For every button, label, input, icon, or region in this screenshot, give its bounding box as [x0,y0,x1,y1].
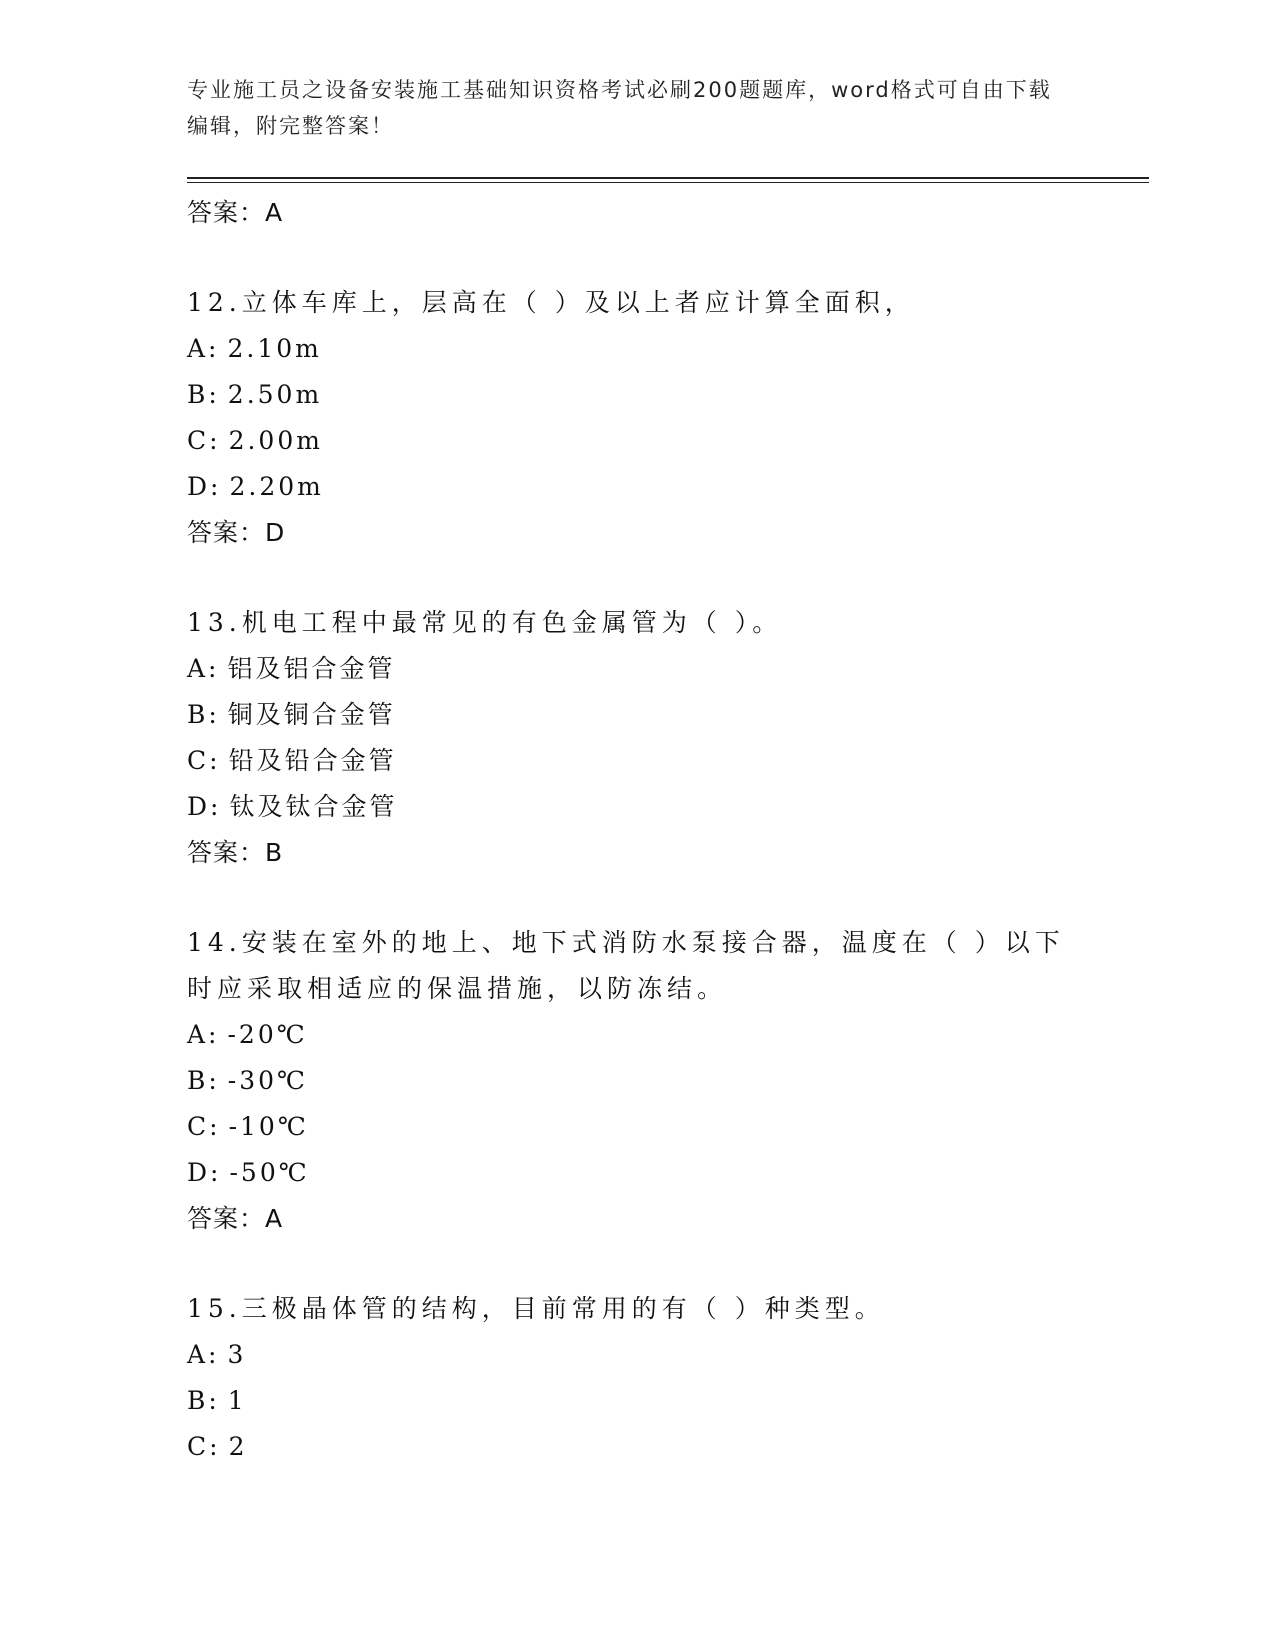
answer-label: 答案： [187,1204,266,1233]
option-label: B: [187,1386,220,1415]
question-block [187,1286,1087,1470]
answer-line [187,830,1087,876]
header-divider-thick [187,177,1149,179]
option-text: -10℃ [228,1112,309,1141]
question-block [187,280,1087,556]
option-line [187,1012,1087,1058]
question-list [187,190,1087,1470]
option-text: 2.10m [227,334,322,363]
answer-value: D [265,518,286,547]
question-block [187,920,1087,1242]
option-line [187,418,1087,464]
answer-line [187,190,1087,236]
question-text: 14.安装在室外的地上、地下式消防水泵接合器，温度在（ ）以下时应采取相适应的保温措施，以防冻结。 [187,928,1065,1003]
option-label: A: [187,334,220,363]
option-text: 铜及铜合金管 [227,700,396,729]
answer-line [187,1196,1087,1242]
option-line [187,692,1087,738]
answer-label: 答案： [187,518,266,547]
question-text: 12.立体车库上，层高在（ ）及以上者应计算全面积， [187,288,915,317]
option-line [187,1378,1087,1424]
option-line [187,646,1087,692]
option-label: B: [187,700,220,729]
document-header: 专业施工员之设备安装施工基础知识资格考试必刷200题题库，word格式可自由下载编辑，附完整答案！ [187,78,1052,138]
option-text: 铅及铅合金管 [228,746,397,775]
option-label: D: [187,792,222,821]
answer-value: A [265,198,284,227]
option-line [187,1058,1087,1104]
option-line [187,1104,1087,1150]
option-text: 2.20m [229,472,324,501]
option-label: D: [187,472,222,501]
option-label: B: [187,380,220,409]
option-text: 钛及钛合金管 [229,792,398,821]
option-text: 1 [227,1386,247,1415]
option-text: 2 [228,1432,248,1461]
option-line [187,738,1087,784]
option-text: 3 [227,1340,247,1369]
option-label: C: [187,1432,221,1461]
question-text: 13.机电工程中最常见的有色金属管为（ ）。 [187,608,783,637]
option-text: -50℃ [229,1158,310,1187]
option-label: A: [187,1340,220,1369]
option-line [187,326,1087,372]
option-text: 2.50m [227,380,323,409]
option-text: -20℃ [227,1020,308,1049]
question-text: 15.三极晶体管的结构，目前常用的有（ ）种类型。 [187,1294,885,1323]
answer-label: 答案： [187,838,266,867]
answer-line [187,510,1087,556]
question-block [187,600,1087,876]
option-label: C: [187,426,221,455]
answer-label: 答案： [187,198,266,227]
option-text: -30℃ [227,1066,309,1095]
option-line [187,784,1087,830]
header-divider-thin [187,182,1149,183]
option-label: C: [187,746,221,775]
option-line [187,1424,1087,1470]
option-label: B: [187,1066,220,1095]
option-text: 铝及铝合金管 [227,654,396,683]
option-line [187,1332,1087,1378]
option-text: 2.00m [228,426,323,455]
option-line [187,1150,1087,1196]
option-label: A: [187,654,220,683]
option-label: C: [187,1112,221,1141]
option-line [187,464,1087,510]
answer-value: B [265,838,284,867]
answer-value: A [265,1204,284,1233]
option-line [187,372,1087,418]
option-label: A: [187,1020,220,1049]
option-label: D: [187,1158,222,1187]
